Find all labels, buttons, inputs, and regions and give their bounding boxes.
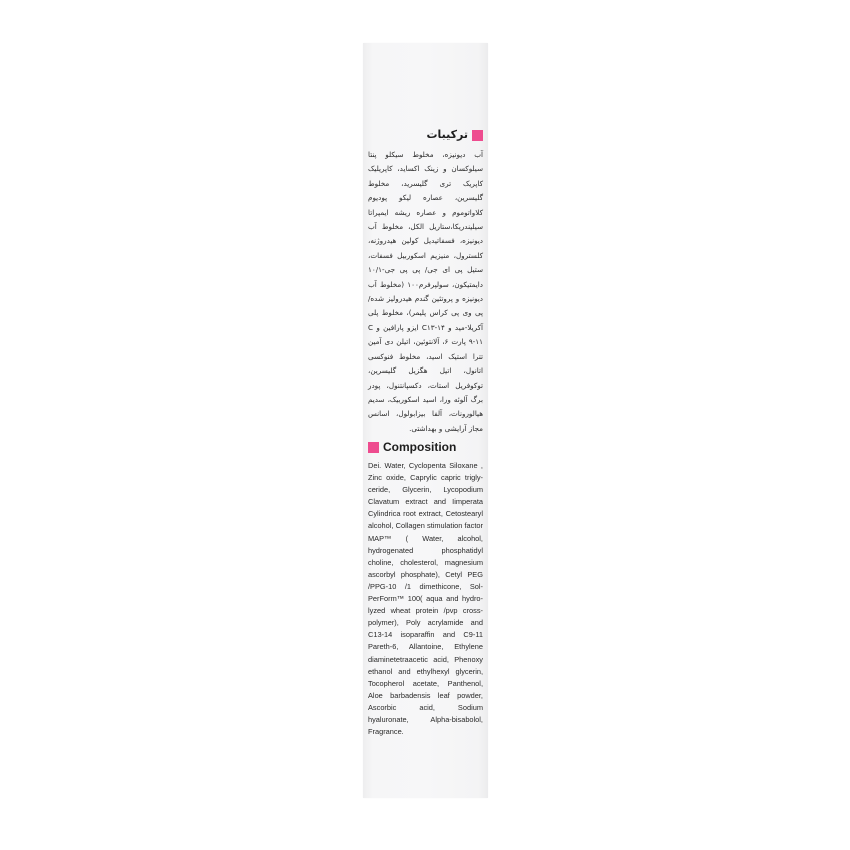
pink-square-icon [368,442,379,453]
ingredients-text-persian: آب دیونیزه، مخلوط سیکلو پنتا سیلوکسان و زینک اکساید، کاپریلیک کاپریک تری گلیسرید، مخلوط گلیسرین، عصاره لیکو پودیوم کلاواتوموم و عصاره ریشه ایمپراتا سیلیندریکا،ستاریل الکل، مخلوط آب دیونیزه، فسفاتیدیل کولین هیدروژنه، کلسترول، منیزیم اسکوربیل فسفات، ستیل پی ای جی/ پی پی جی-۱۰/۱ دایمتیکون، سولپرفرم۱۰۰ (مخلوط آب دیونیزه و پروتئین گندم هیدرولیز شده/ پی وی پی کراس پلیمر)، مخلوط پلی آکریلا-مید و C۱۳-۱۴ ایزو پارافین و C ۹-۱۱ پارت ۶، آلانتوئین، اتیلن دی آمین تترا استیک اسید، مخلوط فنوکسی اتانول، اتیل هگزیل گلیسرین، توکوفریل استات، دکسپانتنول، پودر برگ آلوئه ورا، اسید اسکوربیک، سدیم هیالورونات، آلفا بیزابولول، اسانس مجاز آرایشی و بهداشتی. [368,150,483,433]
composition-text-english: Dei. Water, Cyclopenta Siloxane , Zinc oxide, Caprylic capric trigly-ceride, Glycerin, Lycopodium Clavatum extract and Iimperata Cylindrica root extract, Cetostearyl alcohol, Collagen stimulation factor MAP™ ( Water, alcohol, hydrogenated phosphatidyl choline, cholesterol, magnesium ascorbyl phosphate), Cetyl PEG /PPG-10 /1 dimethicone, Sol-PerForm™ 100( aqua and hydro-lyzed wheat protein /pvp cross-polymer), Poly acrylamide and C13-14 isoparaffin and C9-11 Pareth-6, Allantoine, Ethylene diaminetetraacetic acid, Phenoxy ethanol and ethylhexyl glycerin, Tocopherol acetate, Panthenol, Aloe barbadensis leaf powder, Ascorbic acid, Sodium hyaluronate, Alpha-bisabolol, Fragrance. [368,461,483,737]
pink-square-icon [472,130,483,141]
ingredients-header-persian [368,128,483,142]
composition-section-english [368,440,483,738]
composition-title-english: Composition [383,440,457,454]
composition-header-english [368,440,483,454]
ingredients-section-persian [368,128,483,436]
ingredients-title-persian: ترکیبات [426,128,468,141]
